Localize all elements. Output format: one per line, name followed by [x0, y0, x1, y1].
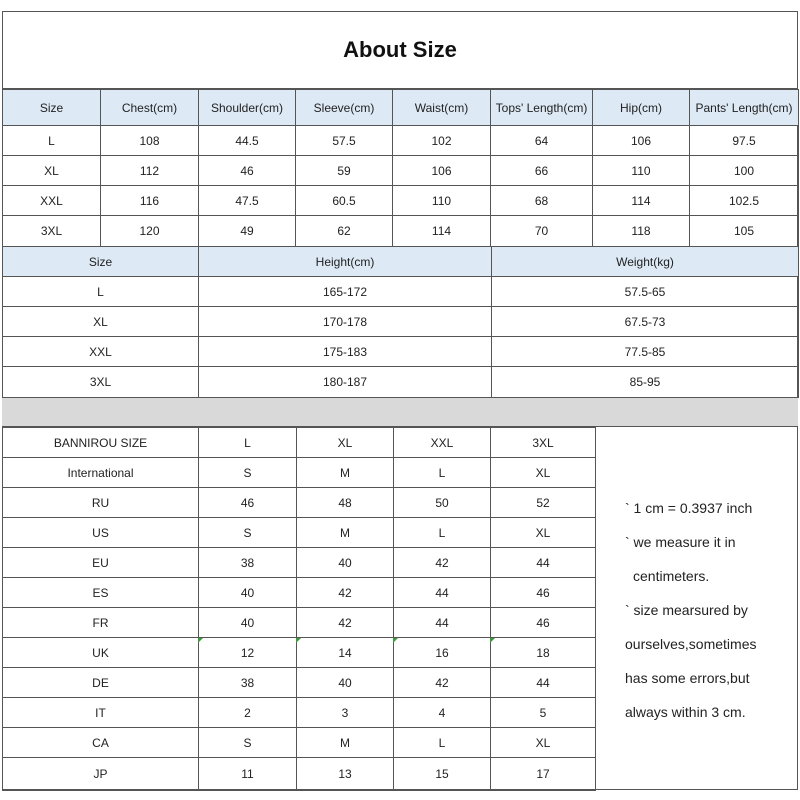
- note-line: ourselves,sometimes: [625, 636, 757, 652]
- table-row: [3, 337, 799, 367]
- cell: 38: [199, 668, 297, 698]
- cell: 57.5-65: [492, 277, 799, 307]
- cell: S: [199, 458, 297, 488]
- cell: 12: [199, 638, 297, 668]
- header-sleeve: Sleeve(cm): [296, 90, 393, 126]
- header-hip: Hip(cm): [593, 90, 690, 126]
- cell: 3XL: [3, 216, 101, 247]
- cell: XL: [3, 156, 101, 186]
- cell: 46: [199, 488, 297, 518]
- cell: JP: [3, 758, 199, 791]
- note-line: always within 3 cm.: [625, 704, 746, 720]
- conversion-header-row: [3, 428, 596, 458]
- cell-corner-mark: [393, 638, 398, 643]
- table-row: [3, 126, 799, 156]
- table-row: [3, 458, 596, 488]
- table-row: [3, 758, 596, 791]
- cell: 14: [297, 638, 394, 668]
- cell: 46: [199, 156, 296, 186]
- cell: XL: [491, 728, 596, 758]
- cell: 42: [394, 548, 491, 578]
- cell: US: [3, 518, 199, 548]
- cell: 13: [297, 758, 394, 791]
- cell: 46: [491, 608, 596, 638]
- cell: 40: [199, 608, 297, 638]
- cell: 40: [199, 578, 297, 608]
- table-row: [3, 367, 799, 398]
- cell: 114: [393, 216, 491, 247]
- table-row: [3, 488, 596, 518]
- note-line: has some errors,but: [625, 670, 750, 686]
- cell: S: [199, 728, 297, 758]
- cell-corner-mark: [490, 638, 495, 643]
- cell: 40: [297, 668, 394, 698]
- page-title: About Size: [2, 12, 798, 89]
- table-row: [3, 186, 799, 216]
- cell: XL: [491, 518, 596, 548]
- table-row: [3, 728, 596, 758]
- cell-corner-mark: [198, 638, 203, 643]
- cell: 42: [297, 578, 394, 608]
- cell: 116: [101, 186, 199, 216]
- cell: 175-183: [199, 337, 492, 367]
- header-3xl: 3XL: [491, 428, 596, 458]
- cell: 180-187: [199, 367, 492, 398]
- cell: 108: [101, 126, 199, 156]
- cell-corner-mark: [296, 638, 301, 643]
- table-row: [3, 608, 596, 638]
- size-conversion-table: [2, 427, 596, 791]
- cell: M: [297, 728, 394, 758]
- cell: 110: [393, 186, 491, 216]
- cell: 38: [199, 548, 297, 578]
- cell: 105: [690, 216, 799, 247]
- cell: 66: [491, 156, 593, 186]
- cell: 44: [394, 578, 491, 608]
- cell: L: [394, 458, 491, 488]
- cell: L: [3, 126, 101, 156]
- cell: 85-95: [492, 367, 799, 398]
- note-line: centimeters.: [633, 568, 710, 584]
- cell: 110: [593, 156, 690, 186]
- cell: 165-172: [199, 277, 492, 307]
- table-row: [3, 518, 596, 548]
- cell: 102.5: [690, 186, 799, 216]
- cell: RU: [3, 488, 199, 518]
- height-weight-header-row: [3, 247, 799, 277]
- cell: EU: [3, 548, 199, 578]
- cell: 106: [393, 156, 491, 186]
- cell: 49: [199, 216, 296, 247]
- cell: 16: [394, 638, 491, 668]
- cell: 62: [296, 216, 393, 247]
- header-waist: Waist(cm): [393, 90, 491, 126]
- cell: 5: [491, 698, 596, 728]
- table-row: [3, 307, 799, 337]
- cell: 70: [491, 216, 593, 247]
- cell: 15: [394, 758, 491, 791]
- cell: M: [297, 518, 394, 548]
- cell: UK: [3, 638, 199, 668]
- cell: 42: [297, 608, 394, 638]
- cell: 97.5: [690, 126, 799, 156]
- cell: XXL: [3, 186, 101, 216]
- cell: 64: [491, 126, 593, 156]
- cell: 114: [593, 186, 690, 216]
- header-shoulder: Shoulder(cm): [199, 90, 296, 126]
- cell: 2: [199, 698, 297, 728]
- measurements-header-row: [3, 90, 799, 126]
- table-row: [3, 548, 596, 578]
- cell: 46: [491, 578, 596, 608]
- cell: DE: [3, 668, 199, 698]
- table-row: [3, 668, 596, 698]
- cell: 11: [199, 758, 297, 791]
- cell: 170-178: [199, 307, 492, 337]
- header-tops-length: Tops' Length(cm): [491, 90, 593, 126]
- cell: IT: [3, 698, 199, 728]
- header-xxl: XXL: [394, 428, 491, 458]
- table-row: [3, 277, 799, 307]
- section-divider: [2, 397, 798, 427]
- table-row: [3, 216, 799, 247]
- header-size: Size: [3, 247, 199, 277]
- cell: 102: [393, 126, 491, 156]
- header-brand-size: BANNIROU SIZE: [3, 428, 199, 458]
- cell: L: [3, 277, 199, 307]
- cell: International: [3, 458, 199, 488]
- note-line: ` 1 cm = 0.3937 inch: [625, 500, 753, 516]
- cell: 44: [491, 548, 596, 578]
- cell: 118: [593, 216, 690, 247]
- cell: 67.5-73: [492, 307, 799, 337]
- cell: M: [297, 458, 394, 488]
- cell: ES: [3, 578, 199, 608]
- cell: 4: [394, 698, 491, 728]
- cell: 120: [101, 216, 199, 247]
- cell: 48: [297, 488, 394, 518]
- header-height: Height(cm): [199, 247, 492, 277]
- cell: L: [394, 518, 491, 548]
- header-chest: Chest(cm): [101, 90, 199, 126]
- header-xl: XL: [297, 428, 394, 458]
- cell: 106: [593, 126, 690, 156]
- measurement-notes: [595, 427, 798, 790]
- cell: 59: [296, 156, 393, 186]
- table-row: [3, 156, 799, 186]
- header-weight: Weight(kg): [492, 247, 799, 277]
- cell: XL: [3, 307, 199, 337]
- cell: 112: [101, 156, 199, 186]
- cell: FR: [3, 608, 199, 638]
- cell: 42: [394, 668, 491, 698]
- header-size: Size: [3, 90, 101, 126]
- cell: 52: [491, 488, 596, 518]
- header-pants-length: Pants' Length(cm): [690, 90, 799, 126]
- cell: XL: [491, 458, 596, 488]
- cell: 3XL: [3, 367, 199, 398]
- cell: 68: [491, 186, 593, 216]
- height-weight-table: [2, 246, 799, 398]
- cell: L: [394, 728, 491, 758]
- cell: CA: [3, 728, 199, 758]
- cell: 60.5: [296, 186, 393, 216]
- cell: 44: [394, 608, 491, 638]
- cell: S: [199, 518, 297, 548]
- header-l: L: [199, 428, 297, 458]
- cell: 44.5: [199, 126, 296, 156]
- note-line: ` size mearsured by: [625, 602, 748, 618]
- cell: 50: [394, 488, 491, 518]
- cell: XXL: [3, 337, 199, 367]
- cell: 44: [491, 668, 596, 698]
- cell: 57.5: [296, 126, 393, 156]
- cell: 17: [491, 758, 596, 791]
- note-line: ` we measure it in: [625, 534, 736, 550]
- cell: 47.5: [199, 186, 296, 216]
- cell: 3: [297, 698, 394, 728]
- cell: 18: [491, 638, 596, 668]
- table-row: [3, 578, 596, 608]
- cell: 40: [297, 548, 394, 578]
- cell: 77.5-85: [492, 337, 799, 367]
- cell: 100: [690, 156, 799, 186]
- measurements-table: [2, 89, 799, 247]
- table-row: [3, 698, 596, 728]
